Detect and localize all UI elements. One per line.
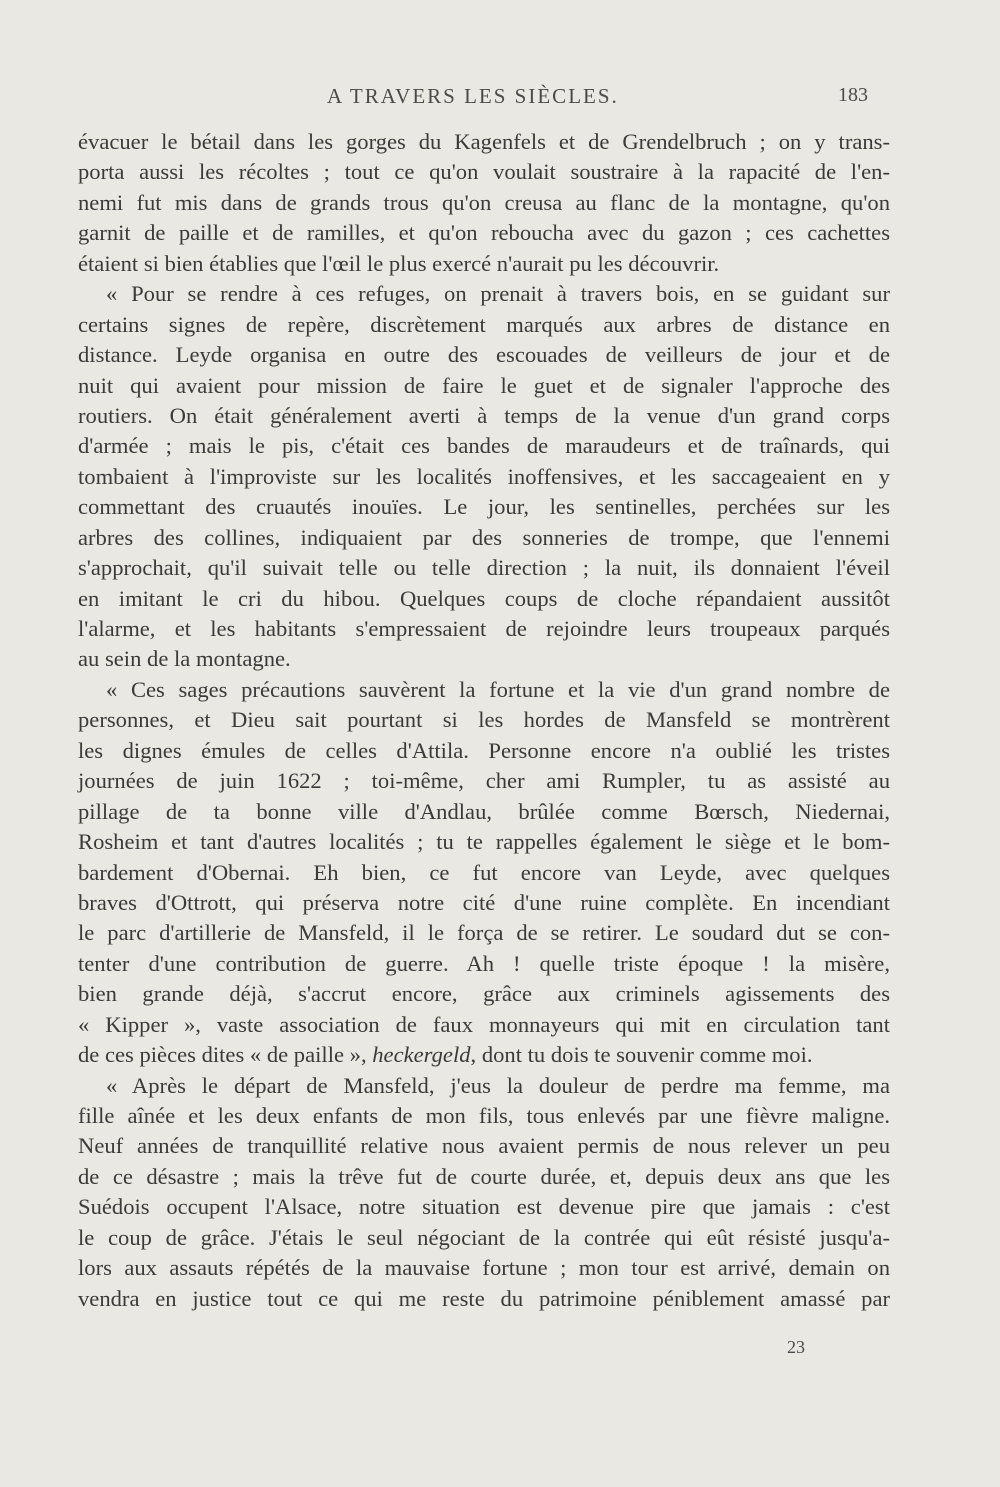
text-line: routiers. On était généralement averti à temps de la venue d'un grand corps bbox=[78, 402, 890, 428]
text-line: commettant des cruautés inouïes. Le jour, les sentinelles, perchées sur les bbox=[78, 494, 890, 520]
text-line: tombaient à l'improviste sur les localités inoffensives, et les saccageaient en y bbox=[78, 463, 890, 489]
text-line: lors aux assauts répétés de la mauvaise fortune ; mon tour est arrivé, demain on bbox=[78, 1255, 890, 1281]
text-line: Suédois occupent l'Alsace, notre situation est devenue pire que jamais : c'est bbox=[78, 1194, 890, 1220]
text-line: au sein de la montagne. bbox=[78, 646, 291, 672]
text-line: étaient si bien établies que l'œil le plus exercé n'aurait pu les découvrir. bbox=[78, 250, 720, 276]
text-line: bardement d'Obernai. Eh bien, ce fut encore van Leyde, avec quelques bbox=[78, 859, 890, 885]
text-line: évacuer le bétail dans les gorges du Kagenfels et de Grendelbruch ; on y trans- bbox=[78, 129, 890, 154]
text-line: nuit qui avaient pour mission de faire le guet et de signaler l'approche des bbox=[78, 372, 890, 398]
text-line: « Après le départ de Mansfeld, j'eus la douleur de perdre ma femme, ma bbox=[106, 1072, 890, 1098]
text-line: le parc d'artillerie de Mansfeld, il le força de se retirer. Le soudard dut se con- bbox=[78, 920, 890, 946]
text-line: personnes, et Dieu sait pourtant si les hordes de Mansfeld se montrèrent bbox=[78, 707, 890, 733]
text-line: certains signes de repère, discrètement marqués aux arbres de distance en bbox=[78, 311, 890, 337]
signature-mark: 23 bbox=[787, 1337, 805, 1357]
text-line: fille aînée et les deux enfants de mon fils, tous enlevés par une fièvre maligne. bbox=[78, 1103, 890, 1128]
text-line: Neuf années de tranquillité relative nous avaient permis de nous relever un peu bbox=[78, 1133, 890, 1159]
text-line: le coup de grâce. J'étais le seul négociant de la contrée qui eût résisté jusqu'a- bbox=[78, 1224, 890, 1250]
text-line: Rosheim et tant d'autres localités ; tu te rappelles également le siège et le bom- bbox=[78, 829, 890, 855]
text-line: porta aussi les récoltes ; tout ce qu'on voulait soustraire à la rapacité de l'en- bbox=[78, 159, 890, 185]
text-line: vendra en justice tout ce qui me reste du patrimoine péniblement amassé par bbox=[78, 1285, 890, 1311]
text-line: s'approchait, qu'il suivait telle ou telle direction ; la nuit, ils donnaient l'éveil bbox=[78, 555, 890, 581]
text-line: bien grande déjà, s'accrut encore, grâce aux criminels agissements des bbox=[78, 981, 890, 1007]
text-line: arbres des collines, indiquaient par des sonneries de trompe, que l'ennemi bbox=[78, 524, 890, 550]
text-line: distance. Leyde organisa en outre des escouades de veilleurs de jour et de bbox=[78, 342, 890, 368]
text-line: « Ces sages précautions sauvèrent la fortune et la vie d'un grand nombre de bbox=[106, 676, 890, 702]
body-text bbox=[78, 127, 890, 1314]
text-line: l'alarme, et les habitants s'empressaient de rejoindre leurs troupeaux parqués bbox=[78, 616, 890, 641]
italic-term: heckergeld bbox=[372, 1042, 471, 1068]
text-line: « Kipper », vaste association de faux monnayeurs qui mit en circulation tant bbox=[78, 1011, 890, 1037]
text-line: d'armée ; mais le pis, c'était ces bandes de maraudeurs et de traînards, qui bbox=[78, 433, 890, 459]
text-line: journées de juin 1622 ; toi-même, cher ami Rumpler, tu as assisté au bbox=[78, 768, 890, 794]
text-line: en imitant le cri du hibou. Quelques coups de cloche répandaient aussitôt bbox=[78, 585, 890, 611]
text-line: « Pour se rendre à ces refuges, on prenait à travers bois, en se guidant sur bbox=[106, 281, 890, 307]
text-line: tenter d'une contribution de guerre. Ah ! quelle triste époque ! la misère, bbox=[78, 950, 890, 976]
text-segment: , dont tu dois te souvenir comme moi. bbox=[470, 1042, 813, 1068]
text-line: garnit de paille et de ramilles, et qu'on reboucha avec du gazon ; ces cachettes bbox=[78, 220, 890, 246]
text-line: de ce désastre ; mais la trêve fut de courte durée, et, depuis deux ans que les bbox=[78, 1163, 890, 1189]
page-number: 183 bbox=[838, 84, 868, 106]
text-line: nemi fut mis dans de grands trous qu'on creusa au flanc de la montagne, qu'on bbox=[78, 189, 890, 215]
running-title: A TRAVERS LES SIÈCLES. bbox=[327, 84, 619, 108]
text-line: pillage de ta bonne ville d'Andlau, brûlée comme Bœrsch, Niedernai, bbox=[78, 798, 890, 824]
text-segment: de ces pièces dites « de paille », bbox=[78, 1042, 373, 1068]
text-line bbox=[78, 1040, 890, 1070]
text-line: braves d'Ottrott, qui préserva notre cité d'une ruine complète. En incendiant bbox=[78, 889, 890, 915]
page-header bbox=[0, 84, 1000, 114]
text-line: les dignes émules de celles d'Attila. Personne encore n'a oublié les tristes bbox=[78, 737, 890, 763]
